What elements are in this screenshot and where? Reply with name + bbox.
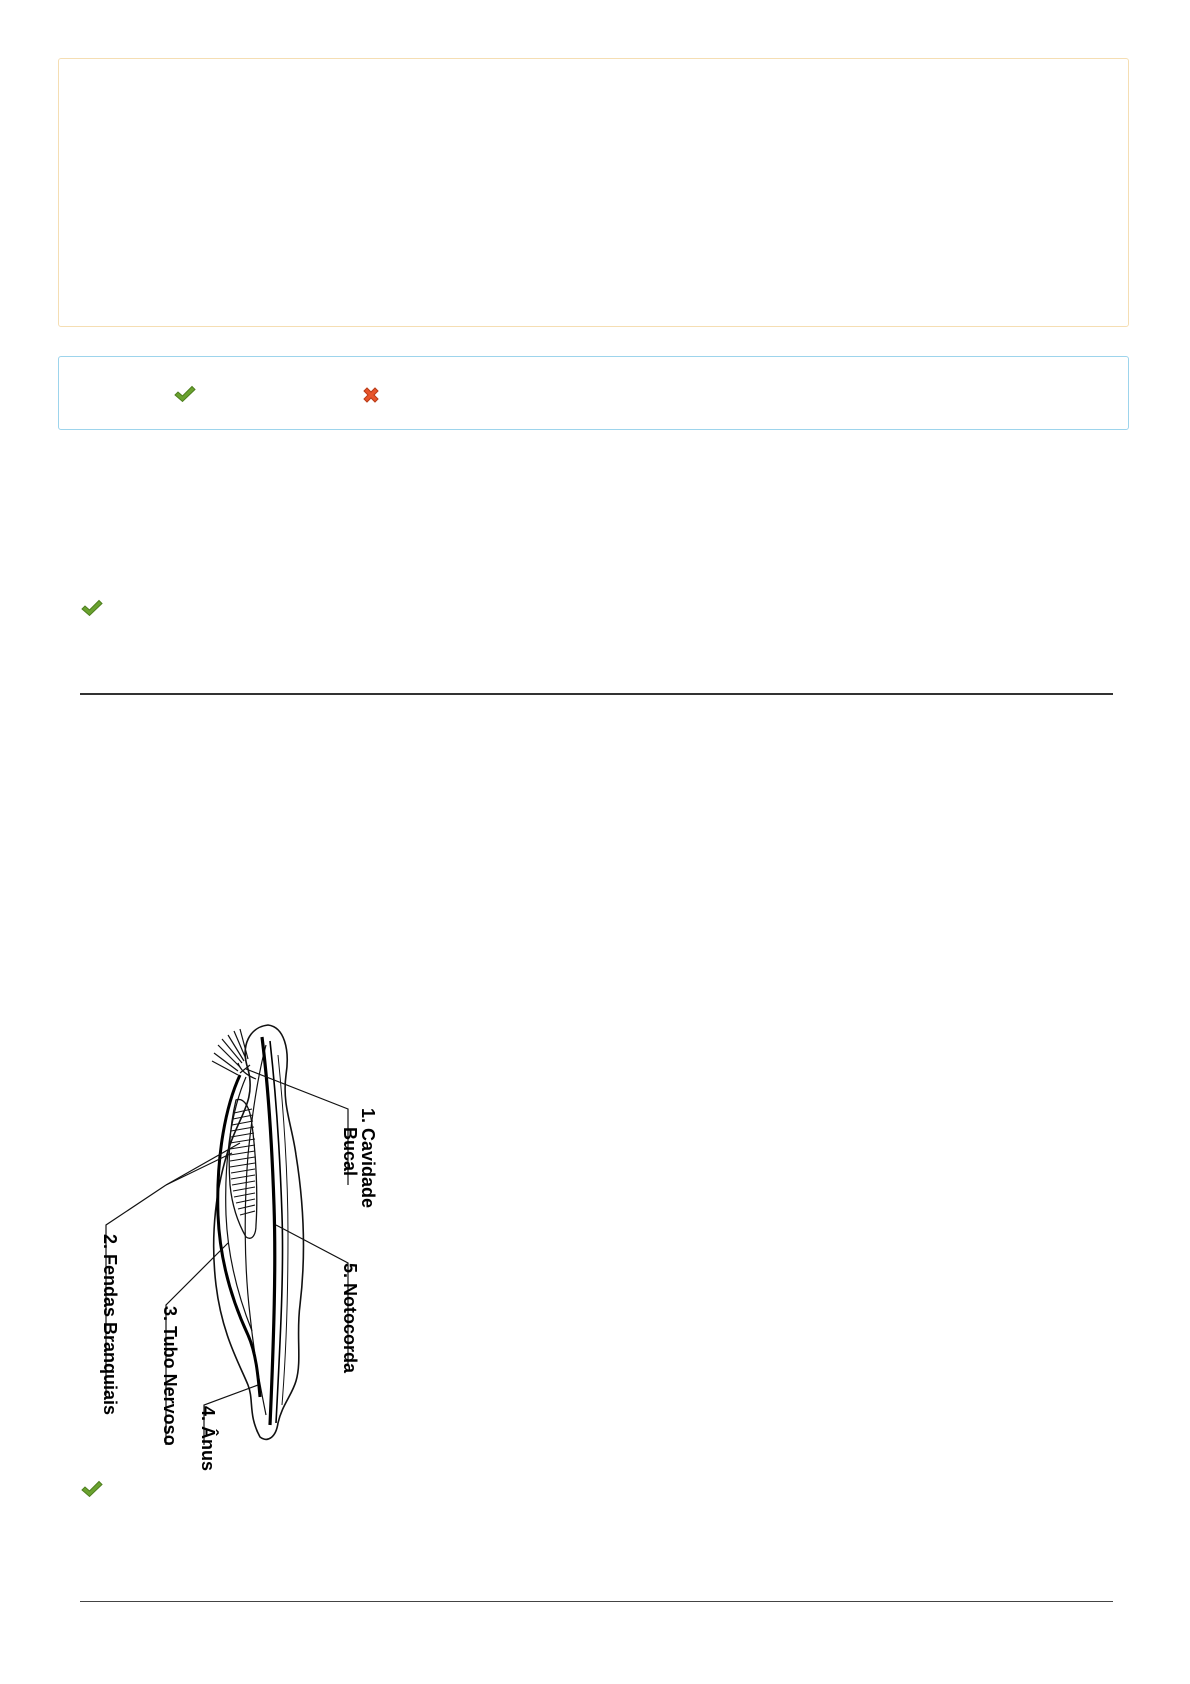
label-cavidade-bucal-1: 1. Cavidade [358, 1108, 378, 1209]
check-icon [80, 1479, 104, 1499]
label-tubo-nervoso: 3. Tubo Nervoso [160, 1306, 180, 1446]
check-icon [80, 598, 104, 618]
label-cavidade-bucal-2: Bucal [340, 1127, 360, 1177]
label-fendas-branquiais: 2. Fendas Branquiais [100, 1234, 120, 1416]
question-divider [80, 693, 1113, 695]
question-divider [80, 1601, 1113, 1602]
label-anus: 4. Ânus [198, 1406, 218, 1472]
legend-panel [58, 356, 1129, 430]
amphioxus-figure [90, 1005, 400, 1475]
check-icon [173, 384, 197, 404]
feedback-panel [58, 58, 1129, 327]
cross-icon [360, 384, 382, 406]
label-notocorda: 5. Notocorda [340, 1263, 360, 1374]
